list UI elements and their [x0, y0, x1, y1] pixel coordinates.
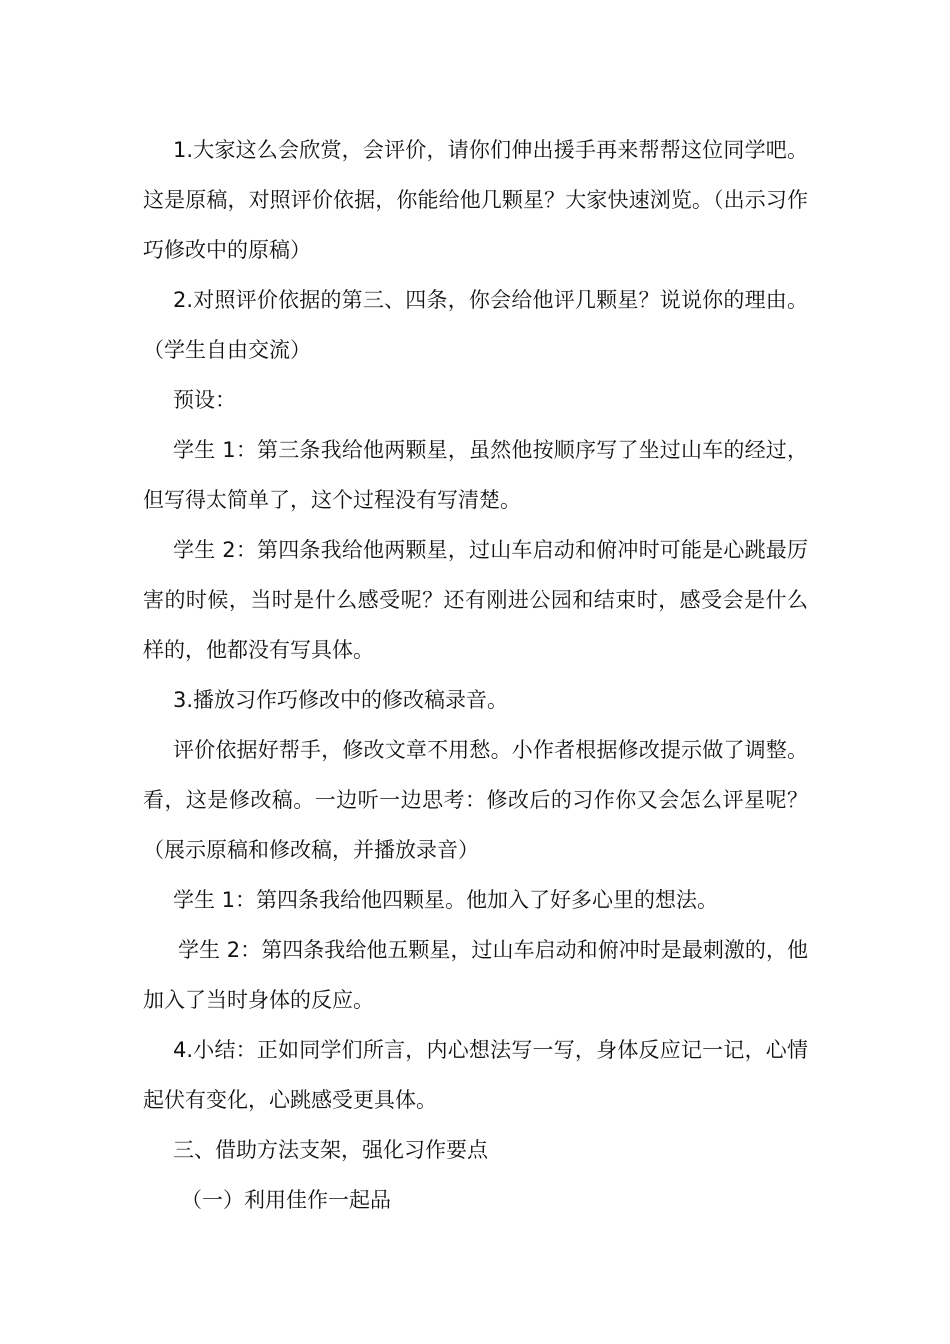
paragraph-8: 学生 1：第四条我给他四颗星。他加入了好多心里的想法。 — [173, 888, 719, 912]
paragraph-1: 1.大家这么会欣赏，会评价，请你们伸出援手再来帮帮这位同学吧。这是原稿，对照评价依据，你能给他几颗星？大家快速浏览。（出示习作巧修改中的原稿） — [143, 138, 808, 262]
paragraph-2: 2.对照评价依据的第三、四条，你会给他评几颗星？说说你的理由。（学生自由交流） — [143, 288, 808, 362]
paragraph-10: 4.小结：正如同学们所言，内心想法写一写，身体反应记一记，心情起伏有变化，心跳感受更具体。 — [143, 1038, 808, 1112]
paragraph-6: 3.播放习作巧修改中的修改稿录音。 — [173, 688, 509, 712]
section-heading: 三、借助方法支架，强化习作要点 — [173, 1138, 488, 1162]
paragraph-7: 评价依据好帮手，修改文章不用愁。小作者根据修改提示做了调整。看，这是修改稿。一边听一边思考：修改后的习作你又会怎么评星呢？（展示原稿和修改稿，并播放录音） — [143, 738, 808, 862]
paragraph-5: 学生 2：第四条我给他两颗星，过山车启动和俯冲时可能是心跳最厉害的时候，当时是什么感受呢？还有刚进公园和结束时，感受会是什么样的，他都没有写具体。 — [143, 538, 808, 662]
paragraph-4: 学生 1：第三条我给他两颗星，虽然他按顺序写了坐过山车的经过，但写得太简单了，这个过程没有写清楚。 — [143, 438, 808, 512]
subsection-heading: （一）利用佳作一起品 — [181, 1188, 391, 1212]
document-body — [143, 125, 808, 1225]
paragraph-9: 学生 2：第四条我给他五颗星，过山车启动和俯冲时是最刺激的，他加入了当时身体的反应。 — [143, 938, 808, 1012]
paragraph-3: 预设： — [173, 388, 236, 412]
